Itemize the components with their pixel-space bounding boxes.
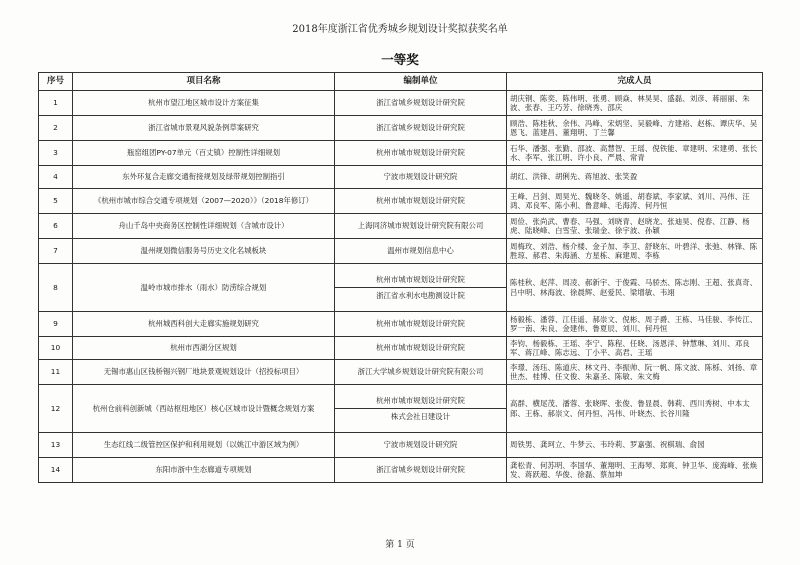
compiling-unit-name: 杭州市城市规划设计研究院 [376,196,465,206]
award-table-body [39,91,763,483]
project-name: 温岭市城市排水（雨水）防涝综合规划 [73,264,335,312]
row-number: 6 [39,214,73,239]
compiling-unit-name: 株式会社日建设计 [335,408,506,421]
compiling-unit [335,360,507,385]
team-members: 胡庆钢、陈奕、陈伟明、张勇、顾焱、林昊昊、盛磊、刘彦、蒋丽丽、朱波、张春、王巧芳、徐晓秀、邵庆 [507,91,763,116]
row-number: 9 [39,312,73,337]
team-members: 李璟、汤珏、陈道庆、林文丹、李振帅、阮一帆、陈文波、陈栎、刘扬、章世杰、桂博、任文俊、朱嘉圣、陈敏、朱文梅 [507,360,763,385]
table-row [39,116,763,141]
project-name: 浙江省城市景观风貌条例草案研究 [73,116,335,141]
compiling-unit [335,458,507,483]
project-name: 东外环复合走廊交通衔接规划及绿带规划控制指引 [73,166,335,189]
project-name: 舟山千岛中央商务区控制性详细规划（含城市设计） [73,214,335,239]
row-number: 3 [39,141,73,166]
row-number: 10 [39,337,73,360]
award-table [38,72,763,483]
table-row [39,239,763,264]
header-people: 完成人员 [507,73,763,91]
project-name: 生态红线二级管控区保护和利用规划（以姚江中游区域为例） [73,433,335,458]
compiling-unit-name: 浙江省城乡规划设计研究院 [376,98,465,108]
row-number: 7 [39,239,73,264]
team-members: 陈桂秋、赵萍、周凌、郝新宇、于俊霞、马骄杰、陈志刚、王超、张真奇、吕中明、林海波、徐晨辉、赵爱民、梁增敏、韦翊 [507,264,763,312]
project-name: 《杭州市城市综合交通专项规划（2007—2020）》（2018年修订） [73,189,335,214]
team-members: 顾浩、陈桂秋、余伟、冯峰、宋炳坚、吴毅峰、方建裕、赵栋、谭庆华、吴恩飞、蓝建昌、董翔明、丁兰馨 [507,116,763,141]
compiling-unit [335,189,507,214]
project-name: 杭州市望江地区城市设计方案征集 [73,91,335,116]
compiling-unit [335,312,507,337]
row-number: 8 [39,264,73,312]
team-members: 高群、横尾茂、潘蓉、张晓晖、张俊、鲁显晨、韩莉、西川秀树、中本太郎、王栋、郝崇文、何丹恒、冯伟、叶晓杰、长谷川隆 [507,385,763,433]
team-members: 周梅玫、刘浩、杨介楼、金子加、李卫、舒晓东、叶碧洋、张弛、林锋、陈胜琼、郝君、朱海涵、方星栋、麻建周、李栋 [507,239,763,264]
row-number: 12 [39,385,73,433]
project-name: 杭州城西科创大走廊实施规划研究 [73,312,335,337]
table-row [39,189,763,214]
row-number: 2 [39,116,73,141]
compiling-unit [335,433,507,458]
compiling-unit-name: 宁波市规划设计研究院 [383,440,458,450]
project-name: 无锡市惠山区钱桥锡兴钢厂地块景观规划设计（招投标项目） [73,360,335,385]
compiling-unit [335,116,507,141]
table-row [39,91,763,116]
compiling-unit [335,214,507,239]
table-row [39,458,763,483]
row-number: 14 [39,458,73,483]
table-row [39,337,763,360]
compiling-unit-name: 杭州市城市规划设计研究院 [376,319,465,329]
document-title: 2018年度浙江省优秀城乡规划设计奖拟获奖名单 [292,24,508,35]
row-number: 13 [39,433,73,458]
compiling-unit [335,239,507,264]
compiling-unit-name: 杭州市城市规划设计研究院 [376,274,465,284]
compiling-unit [335,91,507,116]
award-section-title: 一等奖 [381,52,419,67]
table-row [39,312,763,337]
header-no: 序号 [39,73,73,91]
row-number: 4 [39,166,73,189]
compiling-unit [335,264,507,312]
table-row [39,214,763,239]
compiling-unit [335,337,507,360]
table-row [39,141,763,166]
compiling-unit-name: 上海同济城市规划设计研究院有限公司 [357,221,484,231]
compiling-unit-name: 浙江大学城乡规划设计研究院有限公司 [357,367,484,377]
project-name: 杭州仓前科创新城（西站枢纽地区）核心区城市设计暨概念规划方案 [73,385,335,433]
compiling-unit-name: 宁波市规划设计研究院 [383,172,458,182]
team-members: 李钧、杨毅栋、王瑶、李宁、陈程、任晓、汤恩洋、钟慧琳、刘川、邓良军、蒋江峰、陈志远、丁小平、高君、王瑶 [507,337,763,360]
team-members: 石华、潘强、张勤、邵波、高慧智、王瑶、倪铁能、章建明、宋建勇、张长水、李军、张江明、许小良、严晨、常青 [507,141,763,166]
project-name: 瓶窑组团PY-07单元（百丈镇）控制性详细规划 [73,141,335,166]
row-number: 11 [39,360,73,385]
compiling-unit-name: 浙江省城乡规划设计研究院 [376,465,465,475]
table-header-row [39,73,763,91]
table-row [39,433,763,458]
project-name: 温州规划微信服务号历史文化名城板块 [73,239,335,264]
compiling-unit [335,385,507,433]
compiling-unit-name: 杭州市城市规划设计研究院 [376,395,465,405]
compiling-unit [335,141,507,166]
project-name: 杭州市西湖分区规划 [73,337,335,360]
compiling-unit-name: 浙江省水利水电勘测设计院 [335,287,506,300]
row-number: 1 [39,91,73,116]
compiling-unit-name: 杭州市城市规划设计研究院 [376,148,465,158]
compiling-unit-name: 浙江省城乡规划设计研究院 [376,123,465,133]
table-row [39,385,763,433]
header-unit: 编制单位 [335,73,507,91]
team-members: 杨毅栋、潘蓉、江佳遥、郝崇文、倪彬、周子爵、王栋、马佳骏、李传江、罗一南、朱良、金建伟、鲁夏辰、刘川、何丹恒 [507,312,763,337]
team-members: 龚松青、何苏明、李国华、董翔明、王海琴、郑爽、钟卫华、庞海峰、张焕发、蒋跃超、华俊、徐磊、蔡加坤 [507,458,763,483]
row-number: 5 [39,189,73,214]
table-row [39,166,763,189]
table-row [39,360,763,385]
team-members: 周铁男、龚珂立、牛梦云、韦玲莉、罗嘉强、祝棋瑞、俞园 [507,433,763,458]
header-project: 项目名称 [73,73,335,91]
compiling-unit-name: 杭州市城市规划设计研究院 [376,343,465,353]
compiling-unit-name: 温州市规划信息中心 [387,246,454,256]
team-members: 周俭、张尚武、曹春、马强、刘晓青、赵晓龙、张迪昊、倪春、江静、杨虎、陆晓峰、白雪莹、张瑞金、徐宇波、孙颖 [507,214,763,239]
table-row [39,264,763,312]
team-members: 王峰、吕剑、周昊光、魏晓冬、姚遥、胡春斌、李家斌、刘川、冯伟、汪鸿、邓良军、陈小利、鲁意峰、毛海涛、何丹恒 [507,189,763,214]
project-name: 东阳市浙中生态廊道专项规划 [73,458,335,483]
page-number: 第 1 页 [385,540,415,550]
team-members: 胡红、洪锋、胡俐先、蒋旭波、张笑盈 [507,166,763,189]
compiling-unit [335,166,507,189]
